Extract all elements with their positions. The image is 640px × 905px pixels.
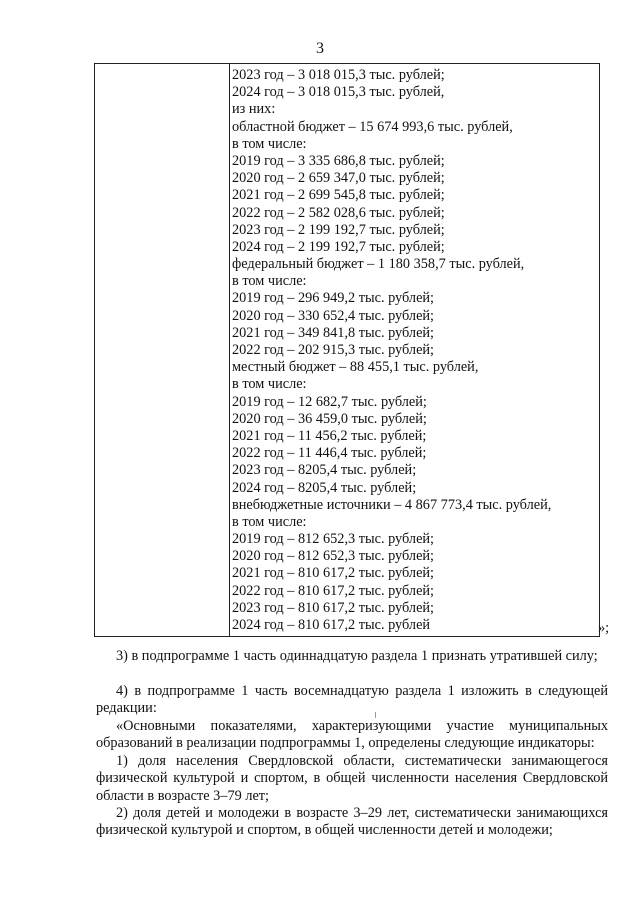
paragraph-indicators-intro: «Основными показателями, характеризующими участие муниципальных образований в реализации подпрограммы 1, определены следующие индикаторы:	[96, 718, 608, 752]
table-column-divider	[229, 64, 230, 636]
table-line: 2023 год – 810 617,2 тыс. рублей;	[232, 599, 435, 616]
table-line: в том числе:	[232, 376, 307, 393]
table-line: в том числе:	[232, 135, 307, 152]
table-line: 2024 год – 2 199 192,7 тыс. рублей;	[232, 238, 445, 255]
table-line: в том числе:	[232, 513, 307, 530]
table-line: 2024 год – 3 018 015,3 тыс. рублей,	[232, 84, 445, 101]
table-line: 2022 год – 11 446,4 тыс. рублей;	[232, 445, 427, 462]
paragraph-indicator-1: 1) доля населения Свердловской области, систематически занимающегося физической культурой и спортом, в общей численности населения Свердловской области в возрасте 3–79 лет;	[96, 753, 608, 804]
funding-table	[94, 63, 600, 637]
table-line: 2020 год – 2 659 347,0 тыс. рублей;	[232, 170, 445, 187]
table-line: внебюджетные источники – 4 867 773,4 тыс. рублей,	[232, 496, 552, 513]
paragraph-item-4: 4) в подпрограмме 1 часть восемнадцатую раздела 1 изложить в следующей редакции:	[96, 683, 608, 717]
table-line: из них:	[232, 101, 276, 118]
table-line: областной бюджет – 15 674 993,6 тыс. рублей,	[232, 118, 513, 135]
table-line: 2023 год – 3 018 015,3 тыс. рублей;	[232, 67, 445, 83]
table-line: в том числе:	[232, 273, 307, 290]
page-number: 3	[316, 40, 324, 57]
table-line: местный бюджет – 88 455,1 тыс. рублей,	[232, 359, 479, 376]
table-line: 2023 год – 2 199 192,7 тыс. рублей;	[232, 221, 445, 238]
paragraph-item-3: 3) в подпрограмме 1 часть одиннадцатую раздела 1 признать утратившей силу;	[116, 648, 598, 664]
table-line: 2022 год – 2 582 028,6 тыс. рублей;	[232, 204, 445, 221]
table-line: 2021 год – 349 841,8 тыс. рублей;	[232, 324, 435, 341]
table-line: 2024 год – 810 617,2 тыс. рублей	[232, 617, 431, 633]
table-line: 2021 год – 810 617,2 тыс. рублей;	[232, 565, 435, 582]
table-line: 2022 год – 202 915,3 тыс. рублей;	[232, 342, 435, 358]
table-line: федеральный бюджет – 1 180 358,7 тыс. рублей,	[232, 256, 525, 273]
table-line: 2021 год – 11 456,2 тыс. рублей;	[232, 427, 427, 444]
table-line: 2020 год – 330 652,4 тыс. рублей;	[232, 307, 435, 324]
table-line: 2024 год – 8205,4 тыс. рублей;	[232, 479, 417, 496]
table-line: 2020 год – 36 459,0 тыс. рублей;	[232, 410, 427, 427]
table-closing-quote: »;	[598, 620, 610, 636]
table-line: 2022 год – 810 617,2 тыс. рублей;	[232, 582, 435, 599]
table-line: 2019 год – 812 652,3 тыс. рублей;	[232, 531, 435, 548]
paragraph-indicator-2: 2) доля детей и молодежи в возрасте 3–29 лет, систематически занимающихся физической культурой и спортом, в общей численности детей и молодежи;	[96, 805, 608, 839]
table-line: 2019 год – 12 682,7 тыс. рублей;	[232, 393, 427, 410]
table-line: 2020 год – 812 652,3 тыс. рублей;	[232, 548, 435, 565]
table-line: 2021 год – 2 699 545,8 тыс. рублей;	[232, 187, 445, 204]
table-line: 2023 год – 8205,4 тыс. рублей;	[232, 462, 417, 479]
table-right-cell	[232, 67, 551, 634]
table-line: 2019 год – 3 335 686,8 тыс. рублей;	[232, 152, 445, 169]
table-line: 2019 год – 296 949,2 тыс. рублей;	[232, 290, 435, 307]
